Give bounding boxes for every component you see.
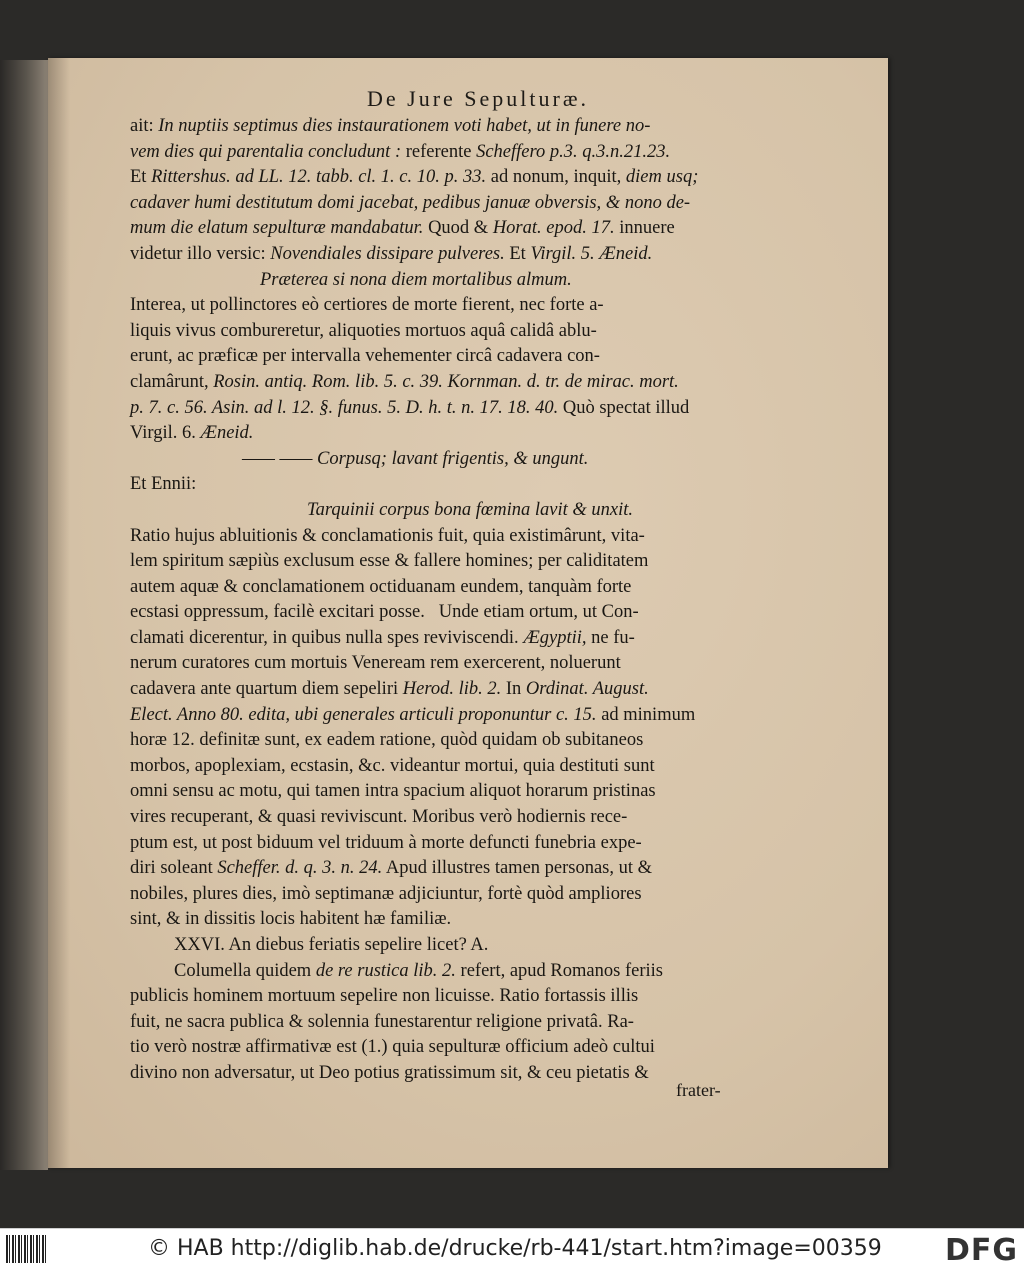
line-content [130, 524, 645, 550]
text-line [130, 984, 810, 1010]
line-content [130, 549, 648, 575]
line-content [130, 396, 689, 422]
text-line [130, 703, 810, 729]
line-content [130, 140, 670, 166]
text-segment: clamati dicerentur, in quibus nulla spes reviviscendi. [130, 627, 524, 648]
text-segment: innuere [614, 218, 675, 239]
text-segment: XXVI. An diebus feriatis sepelire licet? A. [174, 935, 489, 955]
text-segment: ne fu- [586, 627, 635, 648]
text-line [130, 728, 810, 754]
line-content [130, 114, 650, 140]
line-content [130, 626, 635, 652]
text-line [130, 779, 810, 805]
text-segment: Quò spectat illud [558, 397, 690, 418]
text-segment: ad minimum [596, 704, 696, 725]
text-segment: Scheffer. d. q. 3. n. 24. [217, 858, 383, 879]
text-segment: Æneid. [200, 423, 254, 444]
text-line [130, 447, 810, 473]
line-content [130, 242, 652, 268]
text-line [130, 907, 810, 933]
text-segment: liquis vivus combureretur, aliquoties mortuos aquâ calidâ ablu- [130, 320, 597, 341]
line-content [130, 856, 652, 882]
text-line [130, 319, 810, 345]
text-segment: Virgil. 6. [130, 423, 201, 444]
book-edge [0, 60, 48, 1170]
text-segment: p. 7. c. 56. Asin. ad l. 12. §. funus. 5. D. h. t. n. 17. 18. 40. [130, 397, 559, 418]
text-segment: referente [405, 141, 477, 162]
text-segment: In [501, 679, 526, 700]
text-line [130, 882, 810, 908]
text-segment: erunt, ac præficæ per intervalla vehementer circâ cadavera con- [130, 346, 600, 367]
text-line [130, 293, 810, 319]
line-content [130, 421, 253, 447]
text-line [130, 549, 810, 575]
text-segment: Ratio hujus abluitionis & conclamationis fuit, quia existimârunt, vita- [130, 525, 645, 546]
text-segment: Ordinat. August. [525, 679, 649, 700]
book-page [48, 58, 888, 1168]
line-content [130, 754, 655, 780]
running-head: De Jure Sepulturæ. [366, 86, 590, 111]
text-segment: lem spiritum sæpiùs exclusum esse & fallere homines; per caliditatem [130, 551, 649, 572]
text-segment: omni sensu ac motu, qui tamen intra spacium aliquot horarum pristinas [130, 781, 656, 802]
text-line [130, 626, 810, 652]
line-content [174, 933, 488, 959]
text-segment: Et [130, 167, 152, 188]
page-gutter [48, 58, 70, 1168]
line-content [130, 344, 600, 370]
text-segment: Tarquinii corpus bona fœmina lavit & unxit. [307, 499, 633, 520]
line-content [174, 959, 663, 985]
line-content [130, 984, 638, 1010]
text-line [130, 524, 810, 550]
line-content [130, 216, 675, 242]
text-segment: Virgil. 5. Æneid. [530, 243, 653, 264]
text-line [130, 1035, 810, 1061]
text-line [130, 805, 810, 831]
line-content [130, 779, 656, 805]
text-segment: ptum est, ut post biduum vel triduum à morte defuncti funebria expe- [130, 832, 642, 853]
text-segment: Et Ennii: [130, 474, 197, 495]
text-segment: fuit, ne sacra publica & solennia funestarentur religione privatâ. Ra- [130, 1011, 634, 1032]
line-content [260, 268, 572, 294]
text-line [130, 831, 810, 857]
text-segment: divino non adversatur, ut Deo potius gratissimum sit, & ceu pietatis & [130, 1062, 649, 1083]
line-content [130, 370, 679, 396]
text-segment: nobiles, plures dies, imò septimanæ adjiciuntur, fortè quòd ampliores [130, 883, 642, 904]
text-line [130, 933, 810, 959]
text-line [130, 242, 810, 268]
text-segment: de re rustica lib. 2. [315, 960, 456, 981]
text-segment: Horat. epod. 17. [492, 218, 615, 239]
line-content [130, 165, 698, 191]
text-segment: Elect. Anno 80. edita, ubi generales articuli proponuntur c. 15. [130, 704, 597, 725]
line-content [130, 472, 196, 498]
text-line [130, 396, 810, 422]
text-segment: —— —— Corpusq; lavant frigentis, & ungunt. [242, 448, 589, 469]
text-line [130, 651, 810, 677]
text-segment: vem dies qui parentalia concludunt : [130, 141, 406, 162]
line-content [130, 703, 695, 729]
text-line [130, 754, 810, 780]
line-content [130, 575, 631, 601]
text-line [130, 959, 810, 985]
text-line [130, 498, 810, 524]
line-content [130, 677, 649, 703]
text-segment: Unde etiam ortum, ut Con- [424, 602, 639, 623]
text-segment: Apud illustres tamen personas, ut & [382, 858, 653, 879]
text-segment: refert, apud Romanos feriis [455, 960, 663, 981]
text-segment: morbos, apoplexiam, ecstasin, &c. videantur mortui, quia destituti sunt [130, 755, 655, 776]
text-segment: cadavera ante quartum diem sepeliri [130, 679, 403, 700]
dfg-logo: DFG [944, 1233, 1018, 1268]
text-segment: cadaver humi destitutum domi jacebat, pedibus januæ obversis, & nono de- [130, 192, 691, 213]
line-content [307, 498, 633, 524]
text-line [130, 677, 810, 703]
line-content [130, 728, 643, 754]
catchword: frater- [676, 1080, 721, 1100]
text-segment: publicis hominem mortuum sepelire non licuisse. Ratio fortassis illis [130, 986, 639, 1007]
text-segment: Rosin. antiq. Rom. lib. 5. c. 39. Kornman. d. tr. de mirac. mort. [213, 371, 679, 392]
text-segment: vires recuperant, & quasi reviviscunt. Moribus verò hodiernis rece- [130, 807, 628, 828]
line-content [130, 1061, 649, 1087]
text-segment: Interea, ut pollinctores eò certiores de morte fierent, nec forte a- [130, 295, 604, 316]
line-content [130, 1035, 655, 1061]
text-line [130, 421, 810, 447]
text-line [130, 216, 810, 242]
text-segment: autem aquæ & conclamationem octiduanam eundem, tanquàm forte [130, 576, 632, 597]
line-content [130, 600, 639, 626]
text-line [130, 575, 810, 601]
footer-bar [0, 1228, 1024, 1269]
text-line [130, 1010, 810, 1036]
text-line [130, 191, 810, 217]
text-line [130, 472, 810, 498]
text-segment: horæ 12. definitæ sunt, ex eadem ratione, quòd quidam ob subitaneos [130, 730, 644, 751]
text-segment: Herod. lib. 2. [402, 679, 502, 700]
text-segment: ecstasi oppressum, facilè excitari posse. [130, 602, 425, 623]
line-content [130, 1010, 634, 1036]
line-content [130, 805, 627, 831]
text-segment: videtur illo versic: [130, 243, 271, 264]
line-content [130, 882, 642, 908]
line-content [130, 319, 597, 345]
text-segment: clamârunt, [130, 371, 214, 392]
line-content [130, 907, 451, 933]
text-segment: nerum curatores cum mortuis Veneream rem exercerent, noluerunt [130, 653, 621, 674]
text-line [130, 370, 810, 396]
text-line [130, 856, 810, 882]
text-segment: Novendiales dissipare pulveres. [270, 243, 505, 264]
text-segment: Scheffero p.3. q.3.n.21.23. [476, 141, 671, 162]
text-segment: ait: [130, 116, 159, 136]
line-content [130, 831, 642, 857]
text-segment: Columella quidem [174, 960, 316, 981]
line-content [242, 447, 588, 473]
text-segment: tio verò nostræ affirmativæ est (1.) quia sepulturæ officium adeò cultui [130, 1037, 655, 1058]
text-line [130, 165, 810, 191]
text-line [130, 268, 810, 294]
line-content [130, 293, 604, 319]
text-line [130, 344, 810, 370]
barcode-icon [6, 1235, 48, 1263]
text-segment: mum die elatum sepulturæ mandabatur. [130, 218, 424, 239]
text-line [130, 140, 810, 166]
text-segment: diri soleant [130, 858, 218, 879]
body-text [130, 114, 810, 1087]
text-segment: In nuptiis septimus dies instaurationem voti habet, ut in funere no- [158, 116, 651, 136]
text-segment: Rittershus. ad LL. 12. tabb. cl. 1. c. 10. p. 33. [151, 167, 487, 188]
text-segment: Præterea si nona diem mortalibus almum. [260, 269, 572, 290]
text-segment: diem usq; [625, 167, 699, 188]
text-segment: sint, & in dissitis locis habitent hæ familiæ. [130, 909, 452, 930]
copyright-link[interactable]: © HAB http://diglib.hab.de/drucke/rb-441/start.htm?image=00359 [148, 1236, 882, 1261]
line-content [130, 651, 621, 677]
text-segment: Quod & [423, 218, 493, 239]
text-line [130, 114, 810, 140]
text-segment: Ægyptii, [523, 627, 587, 648]
text-line [130, 600, 810, 626]
text-segment: ad nonum, inquit, [486, 167, 626, 188]
line-content [130, 191, 690, 217]
text-segment: Et [504, 243, 531, 264]
